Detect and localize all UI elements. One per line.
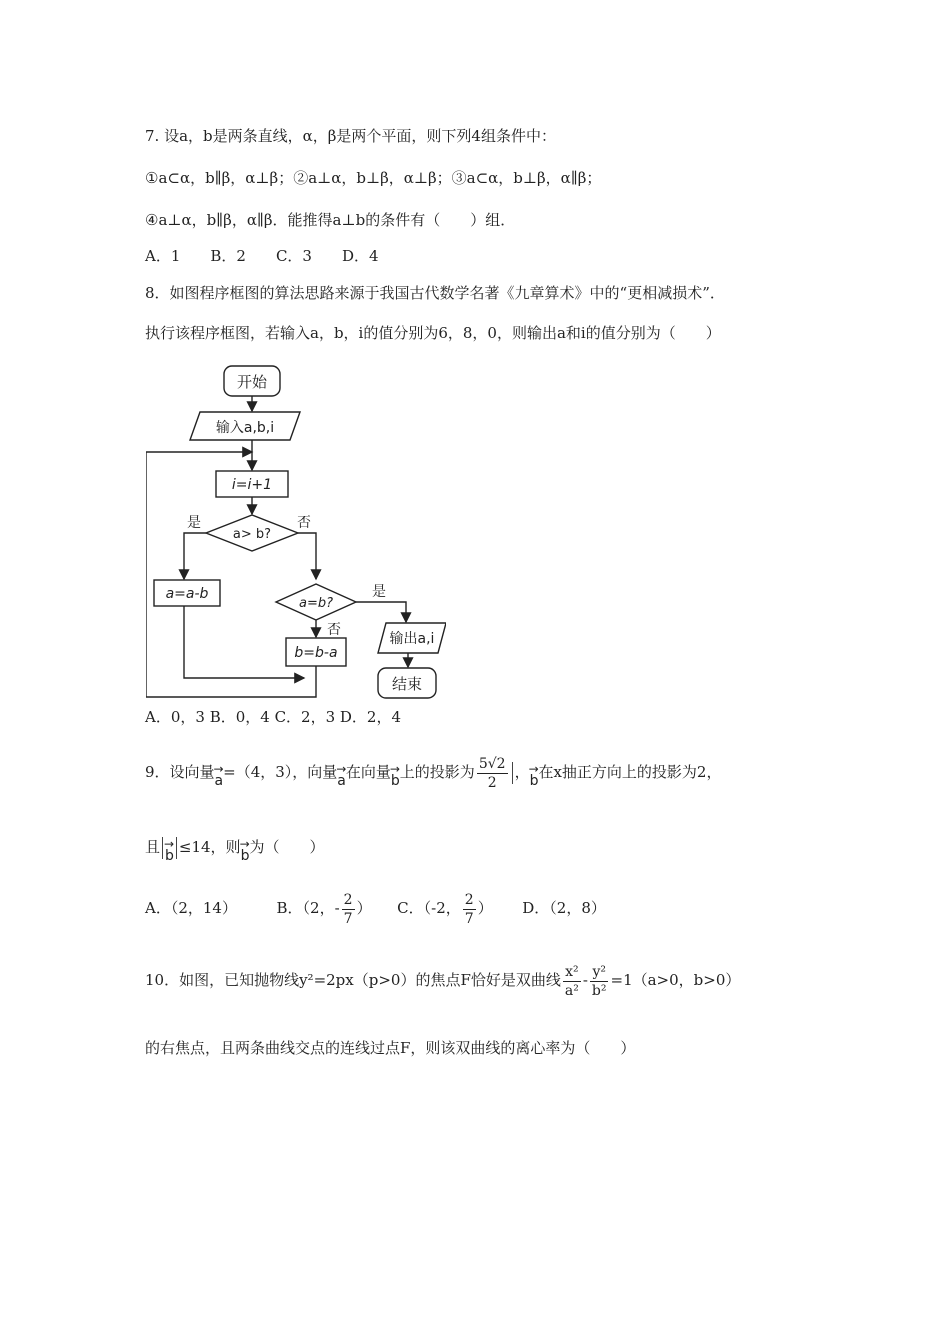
abs-bar (512, 762, 513, 784)
q8-stem-1: 8．如图程序框图的算法思路来源于我国古代数学名著《九章算术》中的“更相减损术”． (145, 284, 725, 302)
q9-option-b-text: B．（2，- (276, 899, 340, 917)
q9-line-1 (145, 752, 721, 792)
q7-options: A．1 B．2 C．3 D．4 (145, 247, 379, 265)
vector-b: → b (165, 833, 174, 873)
q10-line-1 (145, 950, 740, 1010)
projection-denominator: 2 (487, 774, 497, 791)
flowchart (146, 364, 446, 699)
q9-text: ， (514, 763, 530, 781)
q9-line-2 (145, 830, 324, 873)
q9-text: 且 (145, 838, 161, 856)
assign-b-label: b=b-a (294, 645, 338, 661)
q9-option-a: A．（2，14） (145, 899, 237, 917)
vector-b: → b (391, 755, 400, 801)
q8-stem-2: 执行该程序框图，若输入a，b，i的值分别为6，8，0，则输出a和i的值分别为（ ） (145, 324, 721, 342)
q9-text: 9．设向量 (145, 763, 215, 781)
no2-label: 否 (327, 622, 341, 638)
option-b-denominator: 7 (343, 910, 353, 927)
q10-text: =1（a>0，b>0） (610, 971, 741, 989)
vector-a: → a (337, 755, 346, 801)
end-label: 结束 (391, 675, 423, 693)
q9-text: 上的投影为 (399, 763, 475, 781)
q9-options (145, 888, 606, 928)
vector-a: → a (215, 755, 224, 801)
option-b-numerator: 2 (343, 891, 353, 908)
b-squared: b² (591, 982, 607, 999)
q9-option-d: D．（2，8） (522, 899, 606, 917)
option-c-numerator: 2 (464, 891, 474, 908)
no1-label: 否 (297, 515, 311, 531)
q8-options: A．0，3 B．0，4 C．2，3 D．2，4 (145, 708, 402, 726)
q10-line-2: 的右焦点，且两条曲线交点的连线过点F，则该双曲线的离心率为（ ） (145, 1039, 636, 1057)
output-label: 输出a,i (389, 631, 435, 647)
option-c-fraction (463, 891, 476, 928)
q7-stem: 7. 设a，b是两条直线，α，β是两个平面，则下列4组条件中： (145, 127, 556, 145)
assign-a-label: a=a-b (165, 586, 209, 602)
yes2-label: 是 (372, 584, 386, 600)
cond2-label: a=b? (298, 596, 334, 611)
abs-bar (162, 837, 163, 859)
vector-b: → b (530, 755, 539, 801)
cond1-label: a> b? (232, 527, 272, 542)
abs-bar (176, 837, 177, 859)
q9-text: 为（ ） (249, 838, 325, 856)
q10-text: 10．如图，已知抛物线y²=2px（p>0）的焦点F恰好是双曲线 (145, 971, 561, 989)
q9-option-c-text: C．（-2， (397, 899, 461, 917)
start-label: 开始 (236, 373, 268, 391)
hyperbola-y-fraction (590, 963, 609, 1000)
y-squared: y² (592, 963, 606, 980)
q9-option-b-text: ） (356, 899, 372, 917)
option-b-fraction (342, 891, 355, 928)
q7-conditions-2: ④a⊥α，b∥β，α∥β．能推得a⊥b的条件有（ ）组． (145, 211, 516, 229)
q9-text: =（4，3），向量 (223, 763, 338, 781)
input-label: 输入a,b,i (215, 420, 275, 436)
q9-option-c (397, 891, 493, 927)
q9-option-c-text: ） (477, 899, 493, 917)
q9-text: 在x抽正方向上的投影为2， (538, 763, 722, 781)
q9-option-b (276, 891, 372, 927)
increment-label: i=i+1 (231, 477, 273, 493)
q7-conditions-1: ①a⊂α，b∥β，α⊥β；②a⊥α，b⊥β，α⊥β；③a⊂α，b⊥β，α∥β； (145, 169, 602, 187)
hyperbola-x-fraction (563, 963, 581, 1000)
q9-text: ≤14，则 (178, 838, 241, 856)
projection-numerator: 5√2 (478, 755, 506, 772)
a-squared: a² (564, 982, 579, 999)
minus-sign: - (582, 971, 588, 989)
q9-text: 在向量 (345, 763, 391, 781)
vector-b: → b (241, 833, 250, 873)
yes1-label: 是 (187, 515, 201, 531)
option-c-denominator: 7 (464, 910, 474, 927)
projection-fraction (477, 755, 508, 792)
x-squared: x² (565, 963, 579, 980)
